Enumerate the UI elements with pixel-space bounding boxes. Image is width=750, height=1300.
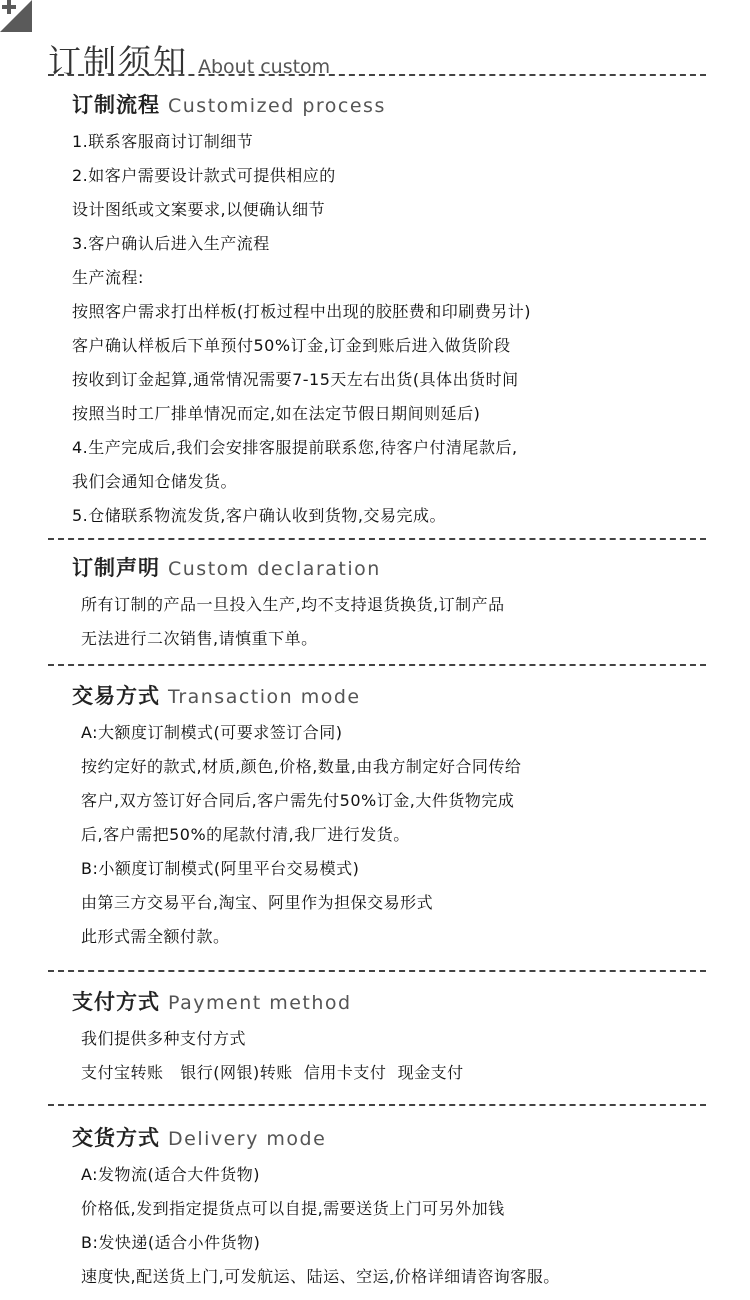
text-line: 客户,双方签订好合同后,客户需先付50%订金,大件货物完成 (81, 791, 515, 810)
section-title (72, 551, 722, 585)
text-line: A:发物流(适合大件货物) (81, 1165, 261, 1184)
divider (48, 970, 706, 972)
section-title (72, 88, 722, 122)
section-title-cn: 订制声明 (72, 556, 160, 580)
text-line: B:发快递(适合小件货物) (81, 1233, 261, 1252)
divider (48, 664, 706, 666)
section-body (72, 719, 722, 957)
text-line: 所有订制的产品一旦投入生产,均不支持退货换货,订制产品 (81, 595, 505, 614)
text-line: 我们会通知仓储发货。 (72, 472, 238, 491)
section-title-en: Delivery mode (168, 1128, 327, 1150)
text-line: 按照客户需求打出样板(打板过程中出现的胶胚费和印刷费另计) (72, 302, 531, 321)
section-body (72, 1161, 722, 1297)
section-body (72, 591, 722, 659)
section-title-cn: 支付方式 (72, 990, 160, 1014)
text-line: 客户确认样板后下单预付50%订金,订金到账后进入做货阶段 (72, 336, 511, 355)
section-title-cn: 交货方式 (72, 1126, 160, 1150)
section-title (72, 679, 722, 713)
section-transaction-mode (72, 679, 722, 957)
section-title-cn: 订制流程 (72, 93, 160, 117)
divider (48, 74, 706, 76)
section-customized-process (72, 88, 722, 536)
plus-corner-icon (0, 0, 34, 32)
text-line: 5.仓储联系物流发货,客户确认收到货物,交易完成。 (72, 506, 446, 525)
text-line: 设计图纸或文案要求,以便确认细节 (72, 200, 326, 219)
text-line: 按收到订金起算,通常情况需要7-15天左右出货(具体出货时间 (72, 370, 519, 389)
text-line: 此形式需全额付款。 (81, 927, 230, 946)
section-title-en: Custom declaration (168, 558, 381, 580)
text-line: 无法进行二次销售,请慎重下单。 (81, 629, 318, 648)
text-line: A:大额度订制模式(可要求签订合同) (81, 723, 343, 742)
divider (48, 538, 706, 540)
section-title (72, 1121, 722, 1155)
text-line: 由第三方交易平台,淘宝、阿里作为担保交易形式 (81, 893, 434, 912)
section-title-en: Customized process (168, 95, 386, 117)
text-line: 按约定好的款式,材质,颜色,价格,数量,由我方制定好合同传给 (81, 757, 522, 776)
section-title-en: Payment method (168, 992, 352, 1014)
text-line: 4.生产完成后,我们会安排客服提前联系您,待客户付清尾款后, (72, 438, 518, 457)
text-line: 生产流程: (72, 268, 144, 287)
text-line: 1.联系客服商讨订制细节 (72, 132, 254, 151)
text-line: 2.如客户需要设计款式可提供相应的 (72, 166, 336, 185)
text-line: 3.客户确认后进入生产流程 (72, 234, 270, 253)
section-body (72, 128, 722, 536)
section-delivery-mode (72, 1121, 722, 1297)
page-title-en: About custom (198, 56, 331, 78)
text-line: 速度快,配送货上门,可发航运、陆运、空运,价格详细请咨询客服。 (81, 1267, 560, 1286)
text-line: B:小额度订制模式(阿里平台交易模式) (81, 859, 360, 878)
text-line: 支付宝转账 银行(网银)转账 信用卡支付 现金支付 (81, 1063, 464, 1082)
section-title-cn: 交易方式 (72, 684, 160, 708)
page-title-cn: 订制须知 (48, 42, 188, 81)
section-title (72, 985, 722, 1019)
text-line: 按照当时工厂排单情况而定,如在法定节假日期间则延后) (72, 404, 481, 423)
section-custom-declaration (72, 551, 722, 659)
divider (48, 1104, 706, 1106)
section-title-en: Transaction mode (168, 686, 361, 708)
text-line: 价格低,发到指定提货点可以自提,需要送货上门可另外加钱 (81, 1199, 505, 1218)
section-body (72, 1025, 722, 1093)
text-line: 后,客户需把50%的尾款付清,我厂进行发货。 (81, 825, 410, 844)
text-line: 我们提供多种支付方式 (81, 1029, 247, 1048)
section-payment-method (72, 985, 722, 1093)
